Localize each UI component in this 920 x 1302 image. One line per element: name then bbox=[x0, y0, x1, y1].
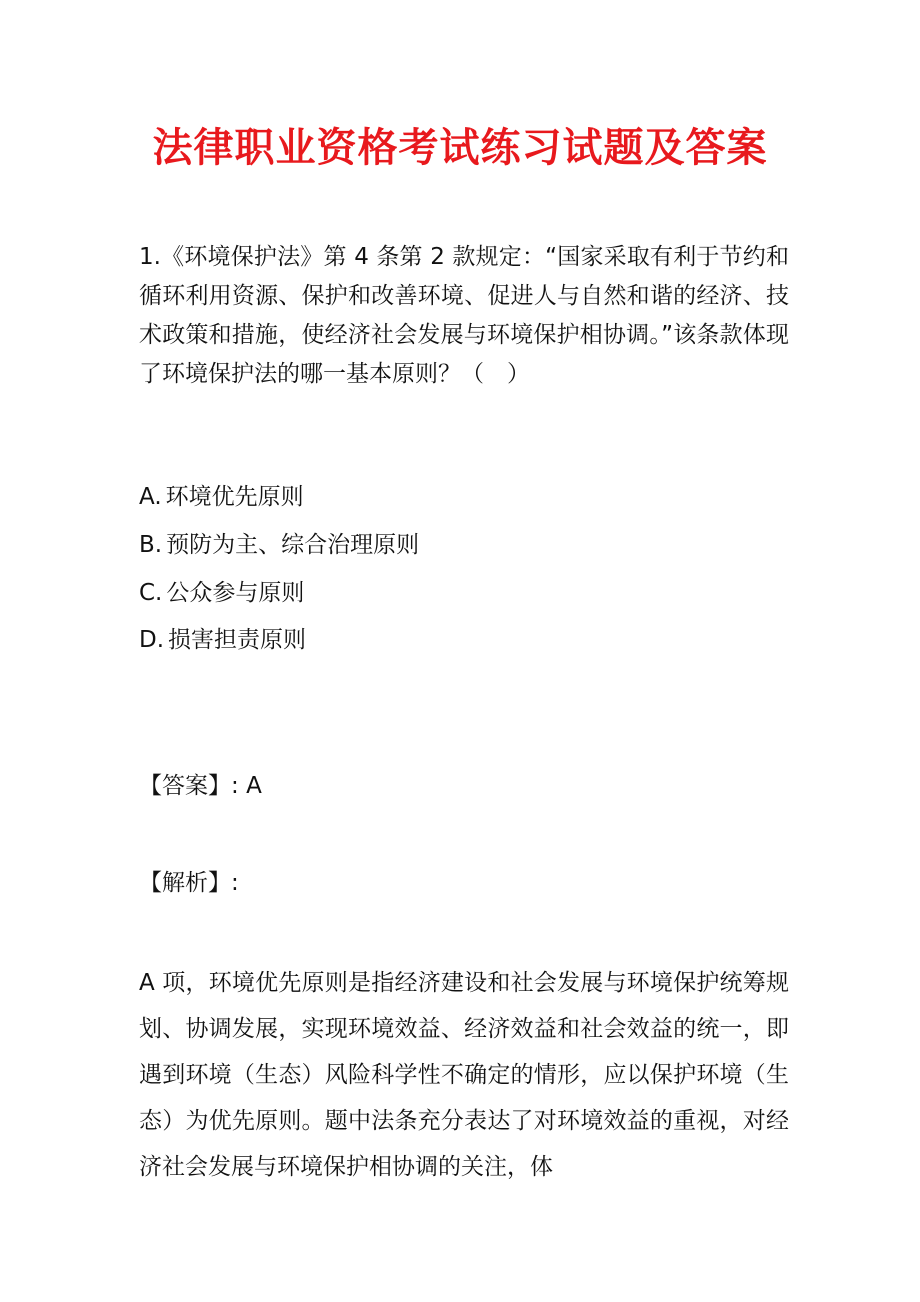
question-text: 《环境保护法》第 4 条第 2 款规定：“国家采取有利于节约和循环利用资源、保护和改善环境、促进人与自然和谐的经济、技术政策和措施，使经济社会发展与环境保护相协调。”该条款体现了环境保护法的哪一基本原则？（ ） bbox=[139, 244, 789, 387]
option-letter: B. bbox=[139, 532, 163, 558]
answer-value: A bbox=[246, 773, 262, 799]
option-letter: C. bbox=[139, 580, 163, 606]
analysis-text: A 项，环境优先原则是指经济建设和社会发展与环境保护统筹规划、协调发展，实现环境效益、经济效益和社会效益的统一，即遇到环境（生态）风险科学性不确定的情形，应以保护环境（生态）为优先原则。题中法条充分表达了对环境效益的重视，对经济社会发展与环境保护相协调的关注，体 bbox=[139, 970, 789, 1180]
option-text: 公众参与原则 bbox=[166, 580, 305, 606]
option-letter: D. bbox=[139, 627, 165, 653]
option-letter: A. bbox=[139, 484, 162, 510]
option-text: 损害担责原则 bbox=[168, 627, 307, 653]
answer-label: 【答案】 bbox=[139, 773, 231, 799]
question-1 bbox=[139, 238, 789, 394]
option-c bbox=[139, 575, 304, 611]
answer-line bbox=[139, 768, 262, 804]
option-a bbox=[139, 479, 304, 515]
question-number: 1. bbox=[139, 244, 161, 270]
option-d bbox=[139, 622, 306, 658]
option-b bbox=[139, 527, 419, 563]
analysis-heading bbox=[139, 865, 239, 901]
answer-separator: : bbox=[231, 773, 247, 799]
option-text: 预防为主、综合治理原则 bbox=[166, 532, 420, 558]
document-title: 法律职业资格考试练习试题及答案 bbox=[152, 125, 768, 171]
option-text: 环境优先原则 bbox=[165, 484, 304, 510]
analysis-separator: : bbox=[231, 870, 239, 896]
analysis-label: 【解析】 bbox=[139, 870, 231, 896]
